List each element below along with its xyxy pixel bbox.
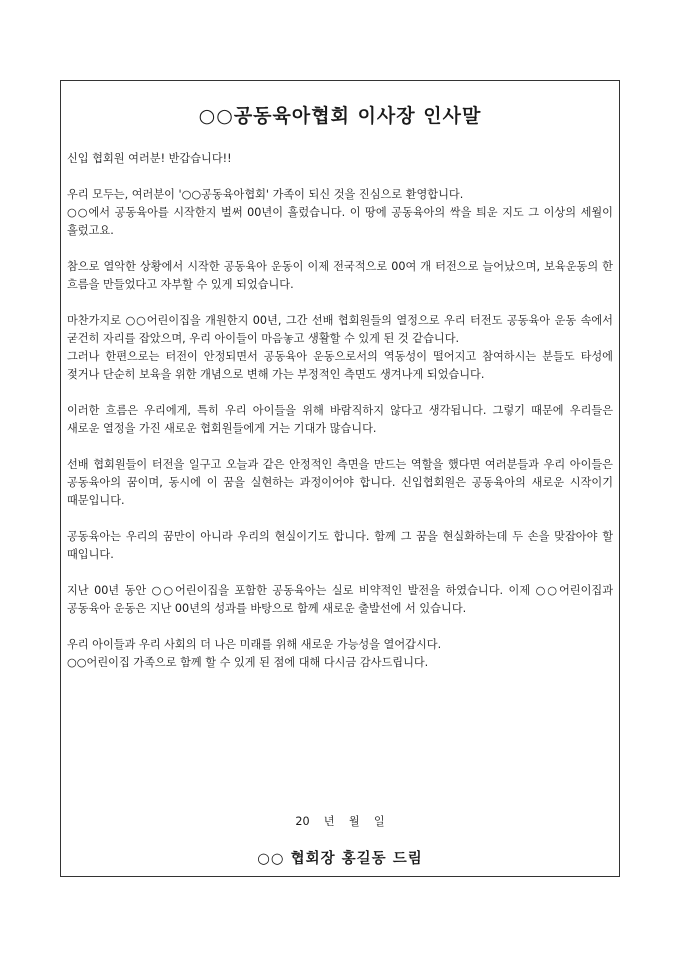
document-title: ○○공동육아협회 이사장 인사말 <box>198 105 482 127</box>
greeting-line: 신입 협회원 여러분! 반갑습니다!! <box>67 152 232 165</box>
paragraph-future: 우리 아이들과 우리 사회의 더 나은 미래를 위해 새로운 가능성을 열어갑시다. <box>67 638 442 651</box>
paragraph-role: 선배 협회원들이 터전을 일구고 오늘과 같은 안정적인 측면을 만드는 역할을 했다면 여러분들과 우리 아이들은 공동육아의 꿈이며, 동시에 이 꿈을 실현하는 과정이어야 합니다. 신입협회원은 공동육아의 새로운 시작이기 때문입니다. <box>67 458 613 507</box>
paragraph-center: 마찬가지로 ○○어린이집을 개원한지 00년, 그간 선배 협회원들의 열정으로 우리 터전도 공동육아 운동 속에서 굳건히 자리를 잡았으며, 우리 아이들이 마음놓고 생활할 수 있게 된 것 같습니다. <box>67 314 613 345</box>
paragraph-group-welcome <box>67 186 613 240</box>
paragraph-history: ○○에서 공동육아를 시작한지 벌써 00년이 흘렀습니다. 이 땅에 공동육아의 싹을 틔운 지도 그 이상의 세월이 흘렀고요. <box>67 206 613 237</box>
paragraph-progress: 지난 00년 동안 ○○어린이집을 포함한 공동육아는 실로 비약적인 발전을 하였습니다. 이제 ○○어린이집과 공동육아 운동은 지난 00년의 성과를 바탕으로 함께 새로운 출발선에 서 있습니다. <box>67 584 613 615</box>
paragraph-concern: 그러나 한편으로는 터전이 안정되면서 공동육아 운동으로서의 역동성이 떨어지고 참여하시는 분들도 타성에 젖거나 단순히 보육을 위한 개념으로 변해 가는 부정적인 측면도 생겨나게 되었습니다. <box>67 350 613 381</box>
paragraph-group-center <box>67 312 613 384</box>
paragraph-dream: 공동육아는 우리의 꿈만이 아니라 우리의 현실이기도 합니다. 함께 그 꿈을 현실화하는데 두 손을 맞잡아야 할 때입니다. <box>67 530 613 561</box>
paragraph-growth: 참으로 열악한 상황에서 시작한 공동육아 운동이 이제 전국적으로 00여 개 터전으로 늘어났으며, 보육운동의 한 흐름을 만들었다고 자부할 수 있게 되었습니다. <box>67 260 613 291</box>
paragraph-thanks: ○○어린이집 가족으로 함께 할 수 있게 된 점에 대해 다시금 감사드립니다. <box>67 656 429 669</box>
paragraph-group-expectation <box>67 402 613 438</box>
paragraph-expectation: 이러한 흐름은 우리에게, 특히 우리 아이들을 위해 바람직하지 않다고 생각됩니다. 그렇기 때문에 우리들은 새로운 열정을 가진 새로운 협회원들에게 거는 기대가 많습니다. <box>67 404 613 435</box>
document-frame <box>60 80 620 877</box>
document-body <box>67 150 613 690</box>
paragraph-group-dream <box>67 528 613 564</box>
paragraph-welcome: 우리 모두는, 여러분이 '○○공동육아협회' 가족이 되신 것을 진심으로 환영합니다. <box>67 188 464 201</box>
signature-line: ○○ 협회장 홍길동 드림 <box>257 850 423 867</box>
paragraph-group-closing <box>67 636 613 672</box>
date-line: 20 년 월 일 <box>295 815 385 828</box>
paragraph-group-progress <box>67 582 613 618</box>
paragraph-group-role <box>67 456 613 510</box>
paragraph-group-growth <box>67 258 613 294</box>
